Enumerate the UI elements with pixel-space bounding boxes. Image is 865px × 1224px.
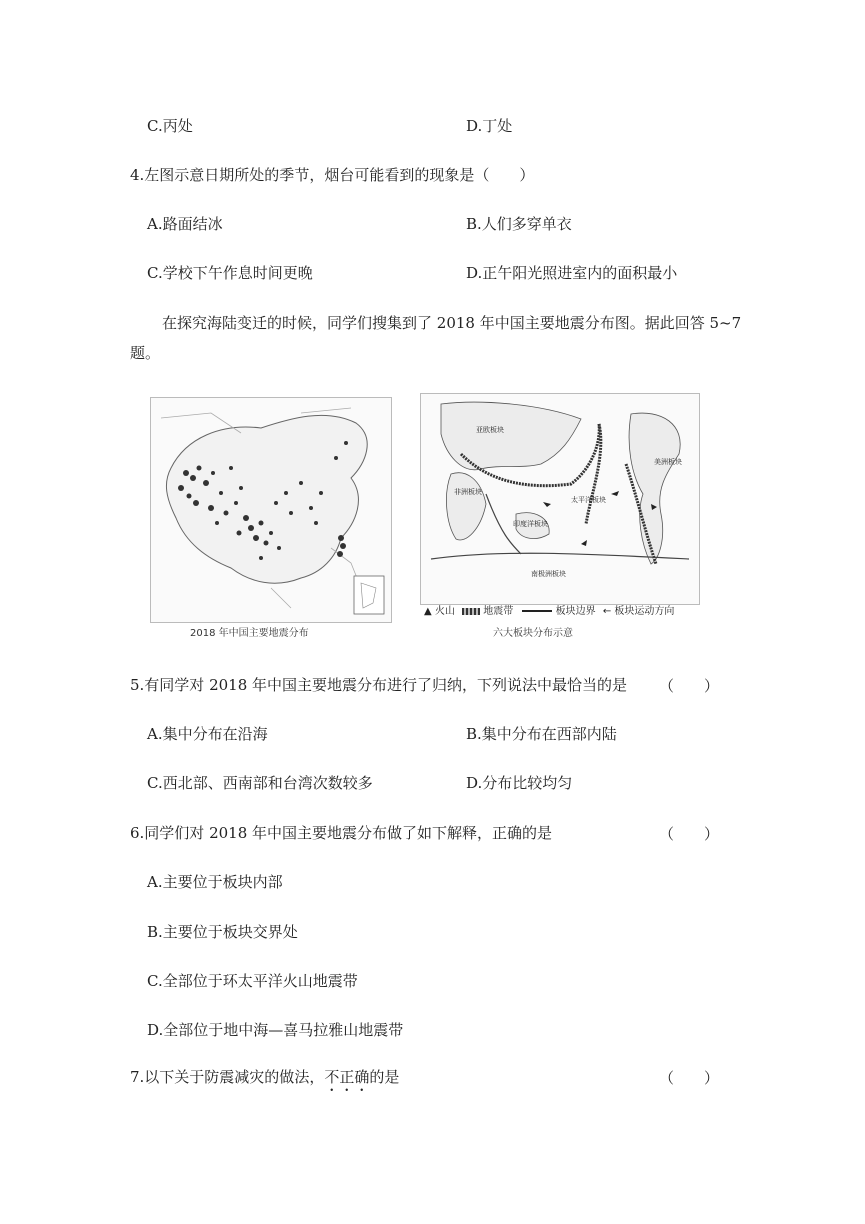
q4-option-d: D.正午阳光照进室内的面积最小: [466, 264, 678, 282]
q5-option-a: A.集中分布在沿海: [147, 725, 268, 743]
svg-text:太平洋板块: 太平洋板块: [571, 496, 606, 504]
intro-line-1: 在探究海陆变迁的时候，同学们搜集到了 2018 年中国主要地震分布图。据此回答 5~7: [162, 314, 742, 332]
q4-option-b: B.人们多穿单衣: [466, 215, 572, 233]
plates-legend: [424, 602, 674, 617]
plates-map-graphic: [421, 394, 699, 604]
boundary-line-icon: [522, 610, 552, 612]
volcano-icon: ▲: [424, 606, 432, 617]
q5-option-d: D.分布比较均匀: [466, 774, 573, 792]
q7-stem-emphasis: 不正确: [324, 1068, 370, 1086]
q6-option-c: C.全部位于环太平洋火山地震带: [147, 972, 358, 990]
legend-direction: 板块运动方向: [614, 606, 675, 617]
q6-option-a: A.主要位于板块内部: [147, 873, 283, 891]
right-figure-caption: 六大板块分布示意: [493, 628, 573, 639]
svg-text:美洲板块: 美洲板块: [654, 458, 682, 466]
china-map-graphic: [151, 398, 391, 622]
q4-option-a: A.路面结冰: [147, 215, 223, 233]
earthquake-belt-icon: [462, 608, 480, 615]
china-earthquake-map: [150, 397, 392, 623]
q7-answer-paren: （ ）: [659, 1069, 720, 1087]
q4-option-c: C.学校下午作息时间更晚: [147, 264, 313, 282]
q3-option-c: C.丙处: [147, 117, 193, 135]
q7-stem-suffix: 的是: [369, 1068, 400, 1086]
legend-belt: 地震带: [483, 606, 514, 617]
q5-answer-paren: （ ）: [659, 677, 720, 695]
q6-option-b: B.主要位于板块交界处: [147, 923, 298, 941]
q6-option-d: D.全部位于地中海—喜马拉雅山地震带: [147, 1021, 404, 1039]
q6-stem: 6.同学们对 2018 年中国主要地震分布做了如下解释，正确的是: [130, 824, 553, 842]
svg-text:南极洲板块: 南极洲板块: [531, 570, 566, 578]
q5-option-b: B.集中分布在西部内陆: [466, 725, 617, 743]
svg-text:亚欧板块: 亚欧板块: [476, 426, 504, 434]
legend-boundary: 板块边界: [555, 606, 596, 617]
q7-stem: [130, 1067, 399, 1095]
arrow-icon: ←: [602, 606, 612, 617]
plates-map: [420, 393, 700, 605]
q6-answer-paren: （ ）: [659, 825, 720, 843]
legend-volcano: 火山: [434, 606, 455, 617]
intro-line-2: 题。: [130, 344, 161, 362]
q4-stem: 4.左图示意日期所处的季节，烟台可能看到的现象是（ ）: [130, 166, 535, 184]
q3-option-d: D.丁处: [466, 117, 513, 135]
q7-stem-prefix: 7.以下关于防震减灾的做法，: [130, 1068, 325, 1086]
q5-option-c: C.西北部、西南部和台湾次数较多: [147, 774, 373, 792]
svg-text:非洲板块: 非洲板块: [454, 488, 482, 496]
q5-stem: 5.有同学对 2018 年中国主要地震分布进行了归纳，下列说法中最恰当的是: [130, 676, 628, 694]
svg-text:印度洋板块: 印度洋板块: [513, 520, 548, 528]
left-figure-caption: 2018 年中国主要地震分布: [190, 628, 309, 639]
